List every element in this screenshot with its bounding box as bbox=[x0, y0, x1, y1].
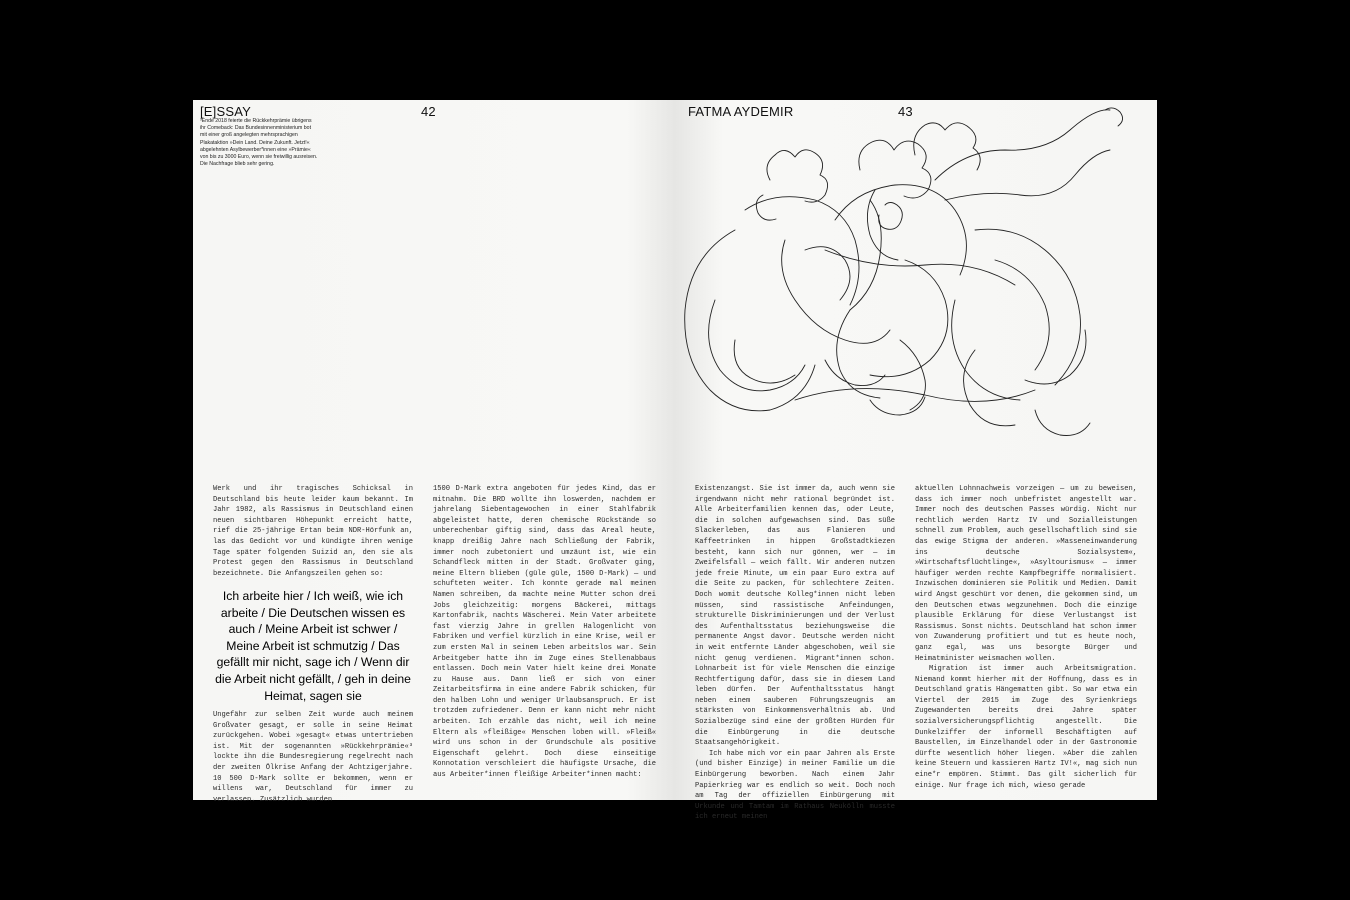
einbuergerung-paragraph: Ich habe mich vor ein paar Jahren als Erste (und bisher Einzige) in meiner Familie um die Einbürgerung beworben. Nach einem Jahr Papierkrieg war es endlich so weit. Doch noch am Tag der offiziellen Einbürgerung mit Urkunde und Tamtam im Rathaus Neukölln musste ich erneut meinen bbox=[695, 749, 895, 822]
poem-quote: Ich arbeite hier / Ich weiß, wie ich arbeite / Die Deutschen wissen es auch / Meine Arbeit ist schwer / Meine Arbeit ist schmutzig / Das gefällt mir nicht, sage ich / Wenn dir die Arbeit nicht gefällt, / geh in deine Heimat, sagen sie bbox=[215, 589, 411, 703]
right-column-2 bbox=[915, 484, 1137, 791]
footnote: ³Ende 2018 feierte die Rückkehrprämie übrigens ihr Comeback: Das Bundesinnenministerium bot mit einer groß angelegten mehrsprachigen Plakataktion »Dein Land. Deine Zukunft. Jetzt!« abgelehnten Asylbewerber*innen eine »Prämie« von bis zu 3000 Euro, wenn sie freiwillig ausreisen. Die Nachfrage blieb sehr gering. bbox=[200, 118, 318, 168]
left-column-1-top bbox=[213, 484, 413, 579]
existenzangst-paragraph: Existenzangst. Sie ist immer da, auch wenn sie irgendwann nicht mehr rational begründet ist. Alle Arbeiterfamilien kennen das, oder Leute, die in solchen aufgewachsen sind. Das süße Slackerleben, das aus Flanieren und Kaffeetrinken in hippen Großstadtkiezen besteht, kann sich nur gönnen, wer — im Zweifelsfall — weich fällt. Wir anderen nutzen jede freie Minute, um ein paar Euro extra auf die Seite zu packen, für schlechtere Zeiten. Doch womit deutsche Kolleg*innen nicht leben müssen, sind rassistische Anfeindungen, strukturelle Diskriminierungen und der Verlust des Aufenthaltsstatus beziehungsweise die permanente Angst davor. Deutsche werden nicht in weit entfernte Länder abgeschoben, weil sie nicht genug verdienen. Migrant*innen schon. Lohnarbeit ist für viele Menschen die einzige Rechtfertigung dafür, dass sie in diesem Land leben dürfen. Der Aufenthaltsstatus hängt neben einem sauberen Führungszeugnis am stärksten von Einkommensverhältnis ab. Und Sozialbezüge sind eine der größten Hürden für die Einbürgerung in die deutsche Staatsangehörigkeit. bbox=[695, 485, 895, 748]
right-column-1 bbox=[695, 484, 895, 823]
work-paragraph: 1500 D-Mark extra angeboten für jedes Kind, das er mitnahm. Die BRD wollte ihn loswerden, nachdem er jahrelang Siebentagewochen in einer Stahlfabrik abgeleistet hatte, deren chemische Rückstände so unberechenbar giftig sind, dass das Areal heute, knapp dreißig Jahre nach Schließung der Fabrik, immer noch zubetoniert und umzäunt ist, wie ein Schandfleck mitten in der Stadt. Großvater ging, meine Eltern blieben (güle güle, 1500 D-Mark) — und schufteten weiter. Ich konnte gerade mal meinen Namen schreiben, da machte meine Mutter schon drei Jobs gleichzeitig: morgens Bäckerei, mittags Kartonfabrik, nachts Wäscherei. Mein Vater arbeitete fast vierzig Jahre in grellen Halogenlicht von Fabriken und verfiel kürzlich in eine Krise, weil er zum ersten Mal in seinem Leben arbeitslos war. Sein Arbeitgeber hatte ihn im Zuge eines Stellenabbaus entlassen. Doch mein Vater hielt keine drei Monate zu Hause aus. Dann ließ er sich von einer Zeitarbeitsfirma in eine andere Fabrik schicken, für den halben Lohn und weniger Urlaubsanspruch. Er ist trotzdem zufriedener. Denn er kann nicht mehr nicht arbeiten. Ich erzähle das nicht, weil ich meine Eltern als »fleißige« Menschen loben will. »Fleiß« wird uns schon in der Grundschule als positive Eigenschaft gelehrt. Doch diese einseitige Konnotation verschleiert die häufigste Ursache, die aus Arbeiter*innen fleißige Arbeiter*innen macht: bbox=[433, 485, 656, 780]
magazine-spread bbox=[193, 100, 1158, 822]
migration-paragraph: Migration ist immer auch Arbeitsmigration. Niemand kommt hierher mit der Hoffnung, dass es in Deutschland gratis Hängematten gibt. So war etwa ein Viertel der 2015 im Zuge des Syrienkriegs Zugewanderten bereits drei Jahre später sozialversicherungspflichtig angestellt. Die Dunkelziffer der informell Beschäftigten auf Baustellen, im Einzelhandel oder in der Gastronomie dürfte wesentlich höher liegen. »Aber die zahlen keine Steuern und kassieren Hartz IV!«, mag sich nun eine*r empören. Stimmt. Das gilt sicherlich für einige. Nur frage ich mich, wieso gerade bbox=[915, 665, 1137, 790]
page-number-right: 43 bbox=[898, 104, 913, 119]
essay-header: [E]SSAY bbox=[200, 104, 252, 119]
right-page bbox=[675, 100, 1157, 822]
intro-paragraph: Werk und ihr tragisches Schicksal in Deutschland bis heute leider kaum bekannt. Im Jahr 1982, als Rassismus in Deutschland einen neuen sichtbaren Höhepunkt erreicht hatte, rief die 25-jährige Ertan beim NDR-Hörfunk an, las das Gedicht vor und kündigte ihren wenige Tage später folgenden Suizid an, den sie als Protest gegen den Rassismus in Deutschland bezeichnete. Die Anfangszeilen gehen so: bbox=[213, 485, 413, 578]
page-number-left: 42 bbox=[421, 104, 436, 119]
line-drawing-illustration bbox=[675, 100, 1157, 490]
left-column-2 bbox=[433, 484, 656, 781]
author-header: FATMA AYDEMIR bbox=[688, 104, 794, 119]
lohnnachweis-paragraph: aktuellen Lohnnachweis vorzeigen — um zu beweisen, dass ich immer noch unbefristet angestellt war. Immer noch des deutschen Passes würdig. Nicht nur rechtlich werden Hartz IV und Sozialleistungen schnell zum Problem, auch gesellschaftlich sind sie das ewige Stigma der anderen. »Masseneinwanderung ins deutsche Sozialsystem«, »Wirtschaftsflüchtlinge«, »Asyltourismus« — immer häufiger werden rechte Kampfbegriffe normalisiert. Inzwischen dominieren sie Politik und Medien. Damit wird Angst geschürt vor denen, die gekommen sind, um den Deutschen etwas wegzunehmen. Doch die einzige plausible Erklärung für diese Verlustangst ist Rassismus. Sonst nichts. Deutschland hat schon immer von Zuwanderung profitiert und tut es heute noch, ganz egal, was uns besorgte Bürger und Heimatminister weismachen wollen. bbox=[915, 485, 1137, 663]
grandfather-paragraph: Ungefähr zur selben Zeit wurde auch meinem Großvater gesagt, er solle in seine Heimat zurückgehen. Wobei »gesagt« etwas untertrieben ist. Mit der sogenannten »Rückkehrprämie«³ lockte ihn die Bundesregierung regelrecht nach der zweiten Ölkrise Anfang der Achtzigerjahre. 10 500 D-Mark sollte er bekommen, wenn er willens war, Deutschland für immer zu verlassen. Zusätzlich wurden bbox=[213, 711, 413, 804]
left-column-1-bottom bbox=[213, 710, 413, 805]
left-page bbox=[193, 100, 675, 804]
